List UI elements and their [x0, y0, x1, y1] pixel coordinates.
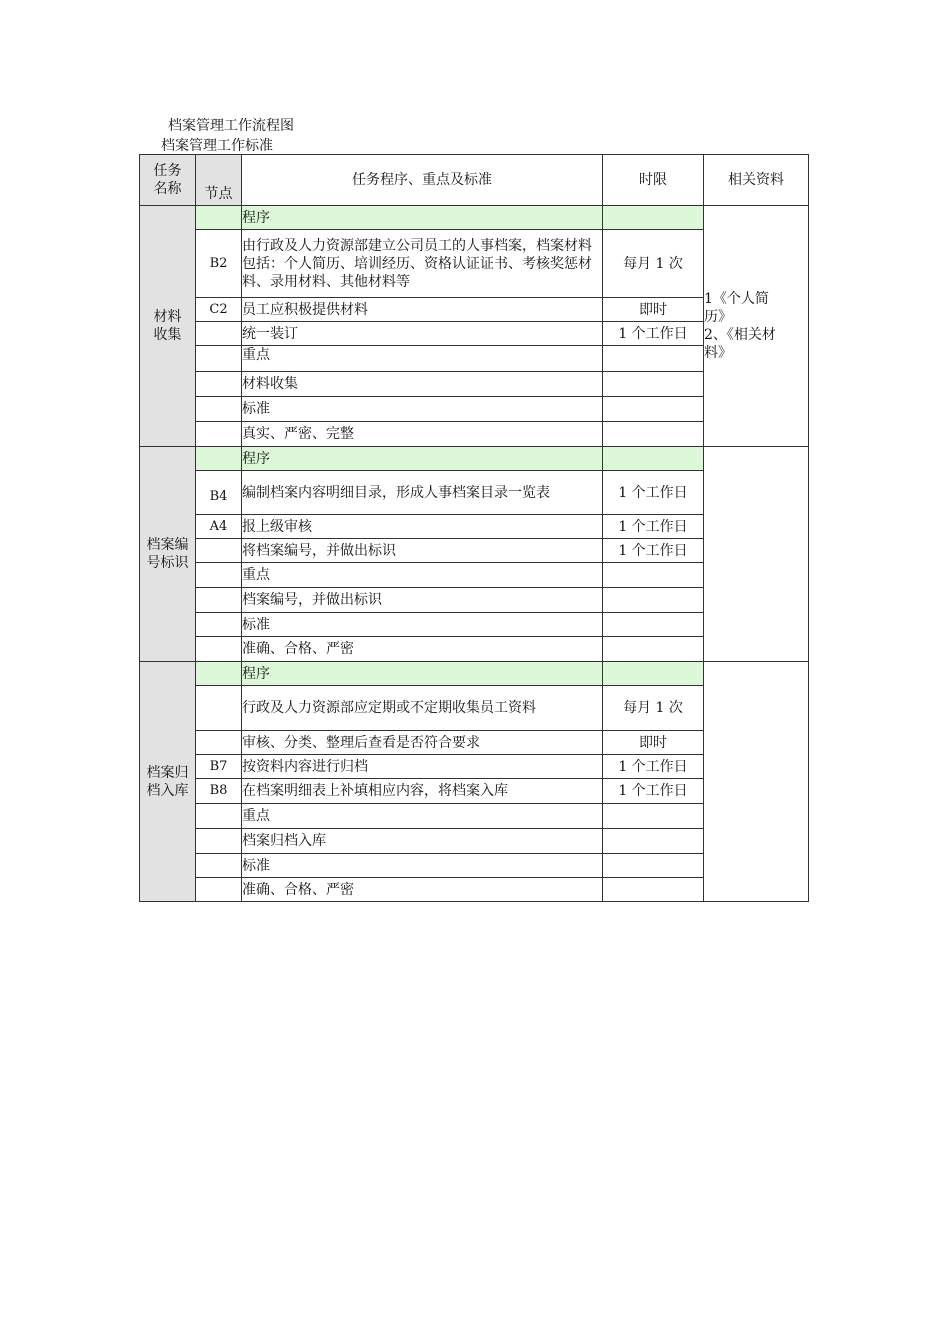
node-cell: A4	[196, 515, 242, 539]
node-cell	[196, 422, 242, 447]
content-cell: 真实、严密、完整	[242, 422, 603, 447]
node-cell	[196, 613, 242, 637]
node-cell	[196, 662, 242, 686]
header-ref: 相关资料	[704, 155, 809, 206]
content-cell: 标准	[242, 854, 603, 878]
limit-cell: 1 个工作日	[603, 322, 704, 346]
content-cell: 审核、分类、整理后查看是否符合要求	[242, 731, 603, 755]
limit-cell	[603, 422, 704, 447]
table-header-row	[140, 155, 809, 206]
limit-cell	[603, 829, 704, 854]
content-cell: 报上级审核	[242, 515, 603, 539]
limit-cell: 每月 1 次	[603, 230, 704, 298]
limit-cell: 1 个工作日	[603, 515, 704, 539]
work-standard-table	[139, 154, 809, 902]
limit-cell: 即时	[603, 298, 704, 322]
content-cell: 程序	[242, 206, 603, 230]
content-cell: 档案编号，并做出标识	[242, 588, 603, 613]
node-cell	[196, 854, 242, 878]
content-cell: 将档案编号，并做出标识	[242, 539, 603, 563]
header-task-name: 任务 名称	[140, 155, 196, 206]
content-cell: 程序	[242, 447, 603, 471]
limit-cell	[603, 662, 704, 686]
node-cell: B4	[196, 471, 242, 515]
table-row	[140, 206, 809, 230]
content-cell: 准确、合格、严密	[242, 878, 603, 902]
node-cell	[196, 563, 242, 588]
reference-cell	[704, 662, 809, 902]
node-cell	[196, 637, 242, 662]
content-cell: 由行政及人力资源部建立公司员工的人事档案，档案材料包括：个人简历、培训经历、资格认证证书、考核奖惩材料、录用材料、其他材料等	[242, 230, 603, 298]
node-cell	[196, 878, 242, 902]
limit-cell: 1 个工作日	[603, 755, 704, 779]
header-content: 任务程序、重点及标准	[242, 155, 603, 206]
content-cell: 按资料内容进行归档	[242, 755, 603, 779]
limit-cell	[603, 397, 704, 422]
table-row	[140, 447, 809, 471]
limit-cell	[603, 804, 704, 829]
node-cell: C2	[196, 298, 242, 322]
node-cell: B8	[196, 779, 242, 804]
node-cell	[196, 539, 242, 563]
limit-cell	[603, 878, 704, 902]
node-cell: B7	[196, 755, 242, 779]
content-cell: 行政及人力资源部应定期或不定期收集员工资料	[242, 686, 603, 731]
limit-cell: 每月 1 次	[603, 686, 704, 731]
content-cell: 在档案明细表上补填相应内容，将档案入库	[242, 779, 603, 804]
node-cell	[196, 804, 242, 829]
header-node: 节点	[196, 155, 242, 206]
node-cell	[196, 346, 242, 372]
content-cell: 重点	[242, 804, 603, 829]
node-cell	[196, 686, 242, 731]
node-cell	[196, 397, 242, 422]
limit-cell	[603, 346, 704, 372]
task-name-cell: 材料 收集	[140, 206, 196, 447]
content-cell: 重点	[242, 563, 603, 588]
content-cell: 档案归档入库	[242, 829, 603, 854]
limit-cell	[603, 854, 704, 878]
limit-cell: 1 个工作日	[603, 779, 704, 804]
table-row	[140, 662, 809, 686]
limit-cell: 1 个工作日	[603, 471, 704, 515]
content-cell: 材料收集	[242, 372, 603, 397]
header-limit: 时限	[603, 155, 704, 206]
reference-cell: 1《个人简 历》 2、《相关材 料》	[704, 206, 809, 447]
content-cell: 重点	[242, 346, 603, 372]
content-cell: 准确、合格、严密	[242, 637, 603, 662]
node-cell	[196, 206, 242, 230]
node-cell	[196, 447, 242, 471]
page-title: 档案管理工作流程图	[168, 118, 294, 134]
limit-cell	[603, 563, 704, 588]
content-cell: 编制档案内容明细目录，形成人事档案目录一览表	[242, 471, 603, 515]
reference-cell	[704, 447, 809, 662]
content-cell: 员工应积极提供材料	[242, 298, 603, 322]
content-cell: 程序	[242, 662, 603, 686]
content-cell: 统一装订	[242, 322, 603, 346]
limit-cell	[603, 637, 704, 662]
limit-cell	[603, 588, 704, 613]
node-cell	[196, 372, 242, 397]
limit-cell: 即时	[603, 731, 704, 755]
table-title: 档案管理工作标准	[161, 138, 273, 154]
limit-cell	[603, 447, 704, 471]
content-cell: 标准	[242, 397, 603, 422]
node-cell	[196, 588, 242, 613]
node-cell	[196, 322, 242, 346]
task-name-cell: 档案归 档入库	[140, 662, 196, 902]
content-cell: 标准	[242, 613, 603, 637]
limit-cell	[603, 613, 704, 637]
node-cell	[196, 829, 242, 854]
limit-cell	[603, 372, 704, 397]
limit-cell: 1 个工作日	[603, 539, 704, 563]
task-name-cell: 档案编 号标识	[140, 447, 196, 662]
node-cell: B2	[196, 230, 242, 298]
node-cell	[196, 731, 242, 755]
limit-cell	[603, 206, 704, 230]
